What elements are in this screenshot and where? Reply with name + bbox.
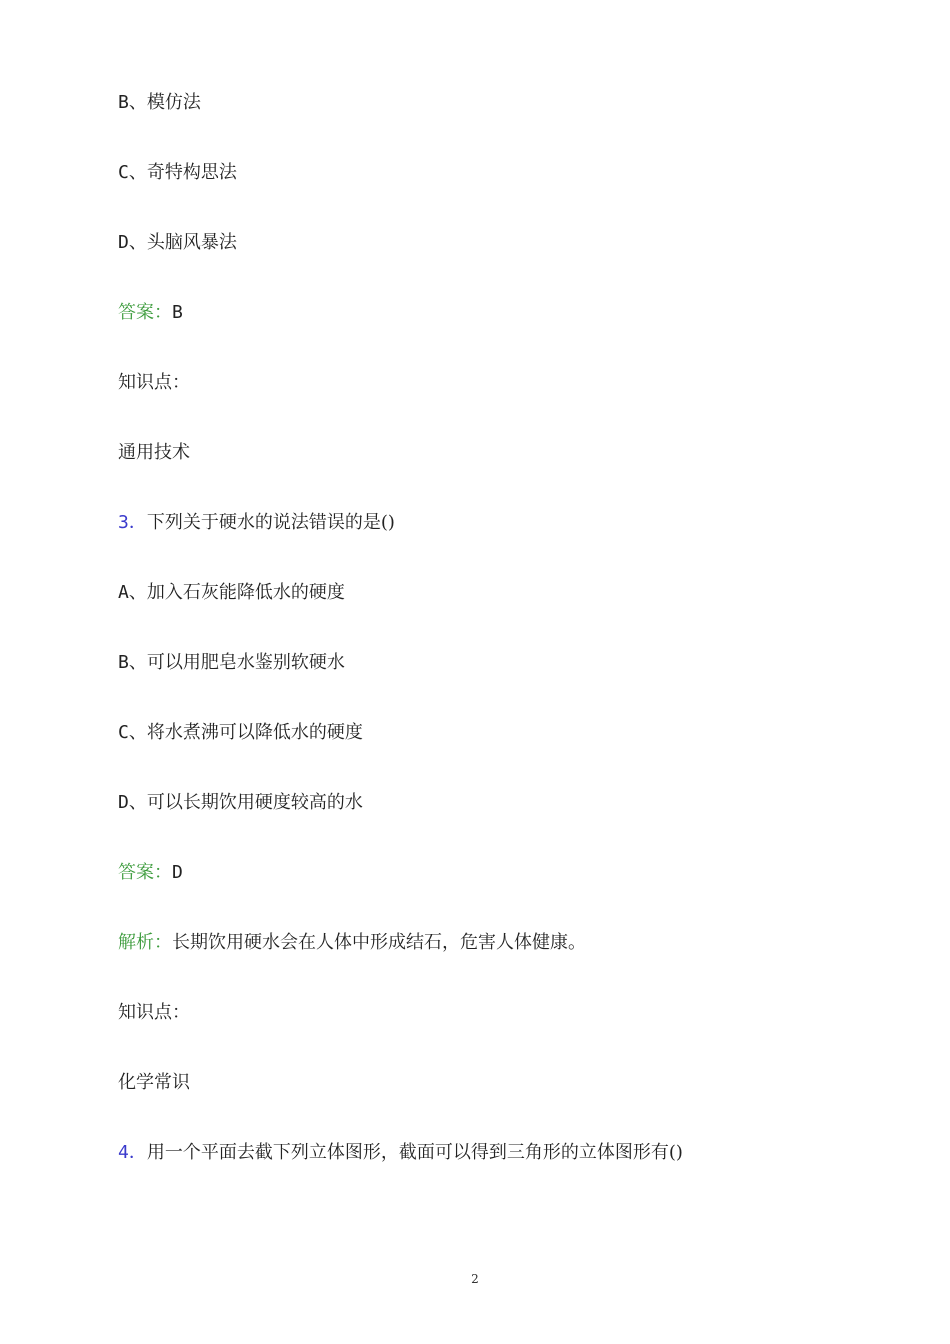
option-letter: A: [118, 582, 129, 603]
question-number: 3．: [118, 512, 147, 533]
option-separator: 、: [128, 162, 147, 183]
analysis-text: 长期饮用硬水会在人体中形成结石，危害人体健康。: [172, 932, 586, 953]
answer-value: D: [172, 862, 183, 883]
q3-option-b: [118, 651, 345, 675]
option-separator: 、: [128, 792, 147, 813]
q3-option-a: [118, 581, 345, 605]
option-separator: 、: [128, 582, 147, 603]
q4-question: [118, 1141, 683, 1165]
question-number: 4．: [118, 1142, 147, 1163]
q3-knowledge-value: 化学常识: [118, 1072, 190, 1093]
option-text: 头脑风暴法: [146, 232, 237, 253]
analysis-label: 解析：: [118, 932, 172, 953]
option-separator: 、: [128, 722, 147, 743]
option-letter: D: [118, 792, 129, 813]
option-letter: B: [118, 92, 129, 113]
q2-option-d: [118, 231, 237, 255]
option-letter: C: [118, 722, 129, 743]
q2-answer: [118, 301, 183, 325]
option-letter: B: [118, 652, 129, 673]
option-text: 将水煮沸可以降低水的硬度: [146, 722, 363, 743]
q2-option-b: [118, 91, 201, 115]
q3-knowledge-label: 知识点：: [118, 1002, 190, 1023]
q3-analysis: [118, 931, 586, 955]
answer-value: B: [172, 302, 183, 323]
question-text: 下列关于硬水的说法错误的是(): [146, 512, 395, 533]
q3-answer: [118, 861, 183, 885]
option-text: 奇特构思法: [146, 162, 237, 183]
q3-question: [118, 511, 395, 535]
option-text: 模仿法: [146, 92, 201, 113]
q3-option-c: [118, 721, 363, 745]
option-text: 可以长期饮用硬度较高的水: [146, 792, 363, 813]
option-letter: C: [118, 162, 129, 183]
q2-knowledge-value: 通用技术: [118, 442, 190, 463]
option-separator: 、: [128, 92, 147, 113]
answer-label: 答案：: [118, 302, 172, 323]
page-number: 2: [471, 1272, 479, 1286]
option-text: 加入石灰能降低水的硬度: [146, 582, 345, 603]
option-letter: D: [118, 232, 129, 253]
option-separator: 、: [128, 232, 147, 253]
question-text: 用一个平面去截下列立体图形，截面可以得到三角形的立体图形有(): [146, 1142, 683, 1163]
option-text: 可以用肥皂水鉴别软硬水: [146, 652, 345, 673]
q2-knowledge-label: 知识点：: [118, 372, 190, 393]
answer-label: 答案：: [118, 862, 172, 883]
option-separator: 、: [128, 652, 147, 673]
q3-option-d: [118, 791, 363, 815]
q2-option-c: [118, 161, 237, 185]
